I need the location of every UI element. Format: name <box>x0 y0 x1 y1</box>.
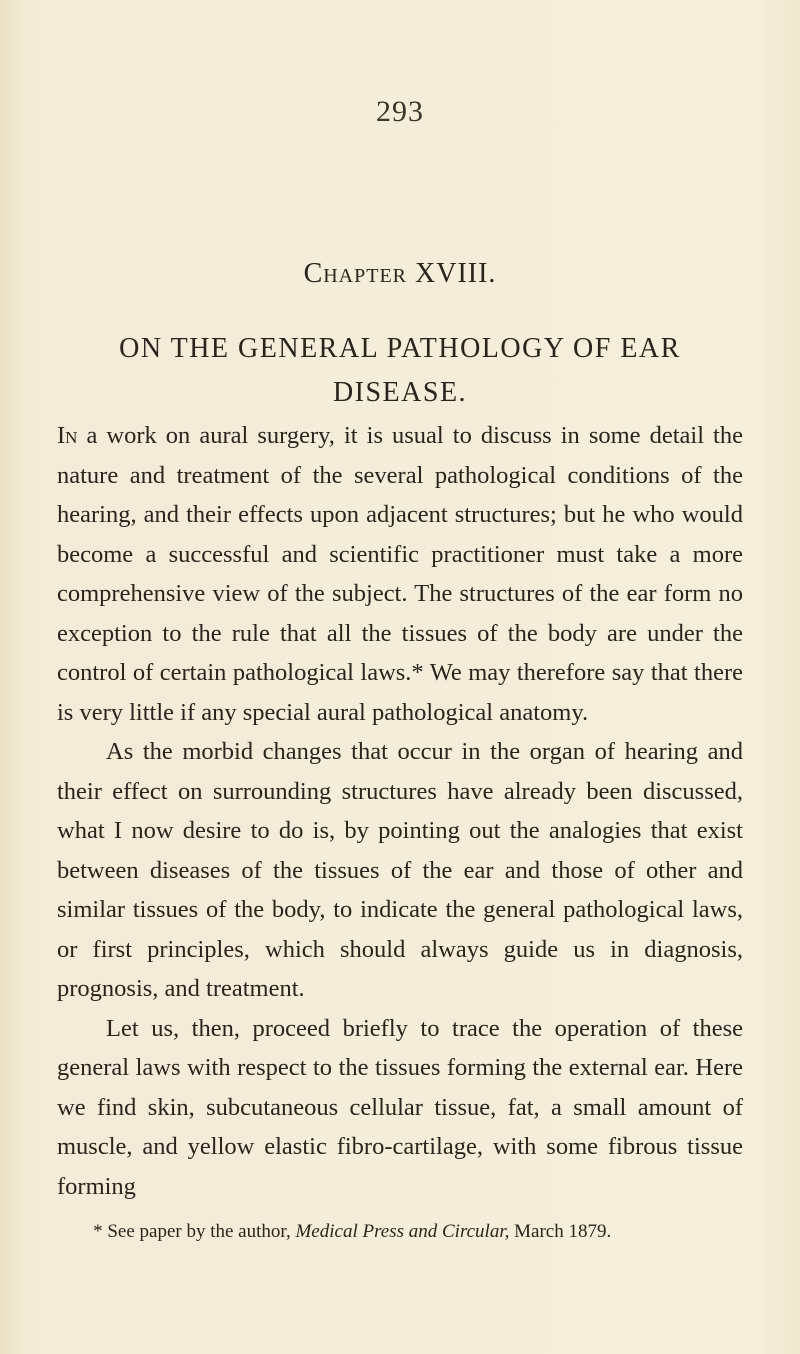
chapter-title-line-1: ON THE GENERAL PATHOLOGY OF EAR <box>119 333 681 364</box>
page-number: 293 <box>376 95 424 128</box>
footnote-date: March 1879. <box>509 1221 612 1242</box>
paragraph-1-text: a work on aural surgery, it is usual to discuss in some detail the nature and treatment of the several pathological conditions of the hearing, and their effects upon adjacent structures; but he who would become a successful and scientific practitioner must take a more comprehensive view of the subject. The structures of the ear form no exception to the rule that all the tissues of the body are under the control of certain pathological laws.* We may therefore say that there is very little if any special aural pathological anatomy. <box>57 422 743 726</box>
chapter-title <box>70 327 730 415</box>
chapter-label: Chapter XVIII. <box>303 258 497 289</box>
opening-word: In <box>57 422 78 449</box>
paragraph-3: Let us, then, proceed briefly to trace the operation of these general laws with respect to the tissues forming the external ear. Here we find skin, subcutaneous cellular tissue, fat, a small amount of muscle, and yellow elastic fibro-cartilage, with some fibrous tissue forming <box>57 1014 743 1200</box>
body-text <box>57 416 743 1206</box>
footnote <box>57 1218 743 1246</box>
chapter-title-line-2: DISEASE. <box>332 377 468 408</box>
footnote-publication: Medical Press and Circular, <box>295 1221 510 1242</box>
footnote-text <box>57 1218 743 1246</box>
footnote-lead: * See paper by the author, <box>93 1221 296 1242</box>
paragraph-2: As the morbid changes that occur in the organ of hearing and their effect on surrounding structures have already been discussed, what I now desire to do is, by pointing out the analogies that exist between diseases of the tissues of the ear and those of other and similar tissues of the body, to indicate the general pathological laws, or first principles, which should always guide us in diagnosis, prognosis, and treatment. <box>57 738 743 1002</box>
paragraph-1 <box>57 416 743 732</box>
